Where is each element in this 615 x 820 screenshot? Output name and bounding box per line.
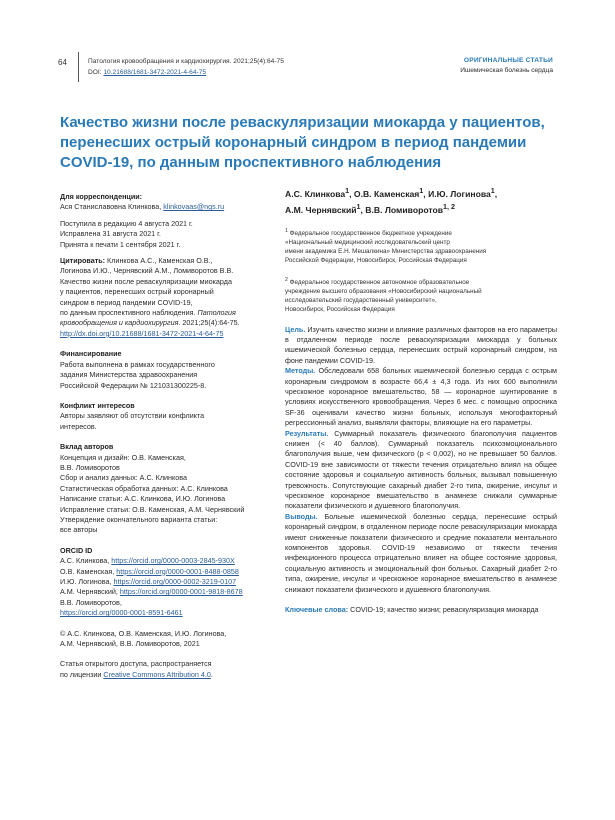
author-name: А.С. Клинкова bbox=[285, 188, 346, 199]
keywords bbox=[285, 605, 557, 615]
orcid-author: О.В. Каменская, bbox=[60, 566, 117, 576]
citation-line bbox=[60, 308, 275, 318]
keywords-text: COVID-19; качество жизни; реваскуляризация миокарда bbox=[348, 605, 539, 615]
affiliation-1-line: «Национальный медицинский исследовательский центр bbox=[285, 239, 450, 247]
author-separator: , bbox=[360, 204, 366, 215]
doi-line bbox=[88, 67, 284, 78]
abstract-column bbox=[285, 185, 557, 616]
citation-line bbox=[60, 318, 275, 328]
funding-line: задания Министерства здравоохранения bbox=[60, 370, 198, 380]
citation-line-1 bbox=[60, 256, 275, 266]
contribution-line: Написание статьи: А.С. Клинкова, И.Ю. Логинова bbox=[60, 494, 226, 504]
license-line: Статья открытого доступа, распространяется bbox=[60, 659, 212, 669]
abstract-results-text: Суммарный показатель физического благополучия пациентов снижен (< 40 баллов). Суммарный показатель психоэмоционального благополучия выше, чем физического (р < 0,002), но не превышает 50 баллов. COVID-19 вне зависимости от тяжести течения отрицательно влиял на общее состояние здоровья и социальную активность больных, вызывал повышенную тревожность. Сопутствующие сахарный диабет 2-го типа, ожирение, инсульт и чрескожное коронарное вмешательство в анамнезе снижали суммарные показатели физического и душевного благополучия. bbox=[285, 428, 557, 511]
orcid-link[interactable]: https://orcid.org/0000-0003-2845-930X bbox=[111, 556, 235, 566]
subsection-label: Ишемическая болезнь сердца bbox=[460, 67, 553, 74]
orcid-entry bbox=[60, 556, 275, 566]
doi-link[interactable]: 10.21688/1681-3472-2021-4-64-75 bbox=[103, 69, 207, 76]
citation-text: Клинкова А.С., Каменская О.В., bbox=[105, 256, 213, 266]
orcid-entry bbox=[60, 577, 275, 587]
affiliation-1-line: Российской Федерации, Новосибирск, Российская Федерация bbox=[285, 257, 467, 265]
authors-line-2 bbox=[285, 201, 557, 217]
copyright-line: А.М. Чернявский, В.В. Ломиворотов, 2021 bbox=[60, 639, 200, 649]
abstract-results-label: Результаты. bbox=[285, 428, 329, 438]
author-separator: , bbox=[349, 188, 354, 199]
citation-line: Качество жизни после реваскуляризации миокарда bbox=[60, 276, 232, 286]
citation-journal: кровообращения и кардиохирургия bbox=[60, 318, 179, 328]
affiliation-number: 1 bbox=[285, 227, 288, 234]
orcid-link[interactable]: https://orcid.org/0000-0001-9818-8678 bbox=[119, 587, 243, 597]
contribution-line: все авторы bbox=[60, 525, 98, 535]
orcid-author: И.Ю. Логинова, bbox=[60, 577, 114, 586]
date-received: Поступила в редакцию 4 августа 2021 г. bbox=[60, 218, 193, 228]
license-line bbox=[60, 670, 275, 680]
abstract-aim bbox=[285, 325, 557, 367]
author-separator: , bbox=[423, 188, 429, 199]
citation-url[interactable]: http://dx.doi.org/10.21688/1681-3472-2021-4-64-75 bbox=[60, 328, 224, 338]
contribution-line: В.В. Ломиворотов bbox=[60, 462, 120, 472]
conflict-line: Авторы заявляют об отсутствии конфликта bbox=[60, 411, 205, 421]
section-header bbox=[460, 56, 553, 76]
conflict-heading: Конфликт интересов bbox=[60, 400, 135, 410]
author-name: В.В. Ломиворотов bbox=[365, 204, 443, 215]
correspondence-email[interactable]: klinkovaas@ngs.ru bbox=[163, 202, 225, 212]
author-affiliation: 1 bbox=[345, 187, 350, 195]
orcid-link[interactable]: https://orcid.org/0000-0001-8488-0858 bbox=[116, 566, 239, 576]
affiliation-text: Федеральное государственное автономное образовательное bbox=[287, 278, 470, 286]
abstract-conclusion bbox=[285, 512, 557, 595]
funding-line: Работа выполнена в рамках государственного bbox=[60, 359, 215, 369]
keywords-label: Ключевые слова: bbox=[285, 605, 349, 615]
citation-heading: Цитировать: bbox=[60, 256, 106, 266]
abstract-methods bbox=[285, 366, 557, 428]
affiliation-2-line: Новосибирск, Российская Федерация bbox=[285, 306, 395, 314]
affiliation-1-line: имени академика Е.Н. Мешалкина» Министерства здравоохранения bbox=[285, 248, 487, 256]
authors-line-1 bbox=[285, 185, 557, 201]
abstract-conclusion-label: Выводы. bbox=[285, 511, 318, 521]
author-affiliation: 1 bbox=[419, 187, 424, 195]
funding-heading: Финансирование bbox=[60, 349, 122, 359]
article-title: Качество жизни после реваскуляризации миокарда у пациентов, перенесших острый коронарный синдром в период пандемии COVID-19, по данным проспективного наблюдения bbox=[60, 114, 545, 171]
orcid-entry bbox=[60, 608, 275, 618]
contribution-line: Сбор и анализ данных: А.С. Клинкова bbox=[60, 473, 187, 483]
conflict-line: интересов. bbox=[60, 421, 97, 431]
citation-line: у пациентов, перенесших острый коронарный bbox=[60, 287, 214, 297]
author-affiliation: 1 bbox=[490, 187, 495, 195]
journal-line: Патология кровообращения и кардиохирургия. 2021;25(4):64-75 bbox=[88, 58, 284, 65]
affiliation-2-line: исследовательский государственный университет», bbox=[285, 297, 437, 305]
abstract-aim-text: Изучить качество жизни и влияние различных факторов на его параметры в отдаленном периоде после реваскуляризации миокарда у больных ишемической болезнью сердца, перенесших острый коронарный синдром, на фоне пандемии COVID-19. bbox=[285, 324, 557, 365]
citation-line: синдром в период пандемии COVID-19, bbox=[60, 297, 193, 307]
license-suffix: . bbox=[210, 669, 213, 679]
abstract-methods-label: Методы. bbox=[285, 366, 316, 376]
orcid-heading: ORCID ID bbox=[60, 545, 93, 555]
contribution-line: Статистическая обработка данных: А.С. Клинкова bbox=[60, 483, 228, 493]
license-link[interactable]: Creative Commons Attribution 4.0 bbox=[103, 669, 211, 679]
author-name: А.М. Чернявский bbox=[285, 204, 357, 215]
author-affiliation: 1, 2 bbox=[443, 202, 455, 211]
date-revised: Исправлена 31 августа 2021 г. bbox=[60, 229, 161, 239]
citation-tail: . 2021;25(4):64-75. bbox=[178, 318, 240, 328]
affiliation-1-line bbox=[285, 227, 557, 238]
journal-header bbox=[88, 56, 284, 78]
citation-line: Логинова И.Ю., Чернявский А.М., Ломиворотов В.В. bbox=[60, 266, 234, 276]
orcid-link[interactable]: https://orcid.org/0000-0001-8591-6461 bbox=[60, 608, 183, 618]
orcid-link[interactable]: https://orcid.org/0000-0002-3219-0107 bbox=[113, 577, 237, 586]
author-affiliation: 1 bbox=[356, 202, 361, 211]
citation-url-line bbox=[60, 329, 275, 339]
author-separator: , bbox=[494, 188, 498, 199]
affiliation-2-line: учреждение высшего образования «Новосибирский национальный bbox=[285, 287, 482, 295]
orcid-author: А.С. Клинкова, bbox=[60, 556, 112, 566]
orcid-entry bbox=[60, 567, 275, 577]
correspondence-name: Ася Станиславовна Клинкова, bbox=[60, 202, 164, 212]
abstract-aim-label: Цель. bbox=[285, 324, 306, 334]
doi-prefix: DOI: bbox=[88, 69, 104, 76]
section-label: ОРИГИНАЛЬНЫЕ СТАТЬИ bbox=[463, 57, 553, 64]
affiliation-number: 2 bbox=[285, 276, 288, 283]
copyright-line: © А.С. Клинкова, О.В. Каменская, И.Ю. Логинова, bbox=[60, 628, 227, 638]
page-number: 64 bbox=[58, 58, 67, 67]
citation-journal: Патология bbox=[197, 308, 236, 318]
header-divider bbox=[78, 52, 79, 82]
orcid-author: А.М. Чернявский, bbox=[60, 587, 120, 597]
date-accepted: Принята к печати 1 сентября 2021 г. bbox=[60, 239, 181, 249]
contribution-line: Исправление статьи: О.В. Каменская, А.М. Чернявский bbox=[60, 504, 245, 514]
abstract-results bbox=[285, 429, 557, 512]
author-name: О.В. Каменская bbox=[353, 188, 420, 199]
abstract-methods-text: Обследовали 658 больных ишемической болезнью сердца с острым коронарным синдромом в возрасте 66,4 ± 4,3 года. Из них 600 выполнили чрескожное коронарное вмешательство, 58 — коронарное шунтирование в условиях искусственного кровообращения. Через 6 мес. с помощью опросника SF-36 оценивали качество жизни больных, используя многофакторный регрессионный анализ, выявляли факторы, влияющие на его параметры. bbox=[285, 366, 557, 428]
correspondence-heading: Для корреспонденции: bbox=[60, 192, 143, 201]
license-prefix: по лицензии bbox=[60, 669, 104, 679]
article-info-column bbox=[60, 192, 275, 680]
contribution-line: Концепция и дизайн: О.В. Каменская, bbox=[60, 452, 186, 462]
affiliation-text: Федеральное государственное бюджетное учреждение bbox=[287, 229, 452, 237]
contribution-heading: Вклад авторов bbox=[60, 442, 114, 452]
correspondence-line bbox=[60, 202, 275, 212]
orcid-entry bbox=[60, 587, 275, 597]
citation-text: по данным проспективного наблюдения. bbox=[60, 308, 198, 318]
author-name: И.Ю. Логинова bbox=[428, 188, 491, 199]
abstract-conclusion-text: Больные ишемической болезнью сердца, перенесшие острый коронарный синдром, в отдаленном периоде после реваскуляризации миокарда имеют сниженные показатели физического и средние показатели ментального компонентов здоровья. COVID-19 независимо от тяжести течения инфекционного процесса отрицательно влияет на общее состояние здоровья, социальную активность и эмоциональный фон больных. Сахарный диабет 2-го типа, ожирение, инсульт и чрескожное коронарное вмешательство в анамнезе снижают показатели физического и душевного благополучия. bbox=[285, 511, 557, 594]
funding-line: Российской Федерации № 121031300225-8. bbox=[60, 380, 207, 390]
contribution-line: Утверждение окончательного варианта статьи: bbox=[60, 514, 218, 524]
affiliation-2-line bbox=[285, 276, 557, 287]
orcid-author: В.В. Ломиворотов, bbox=[60, 597, 122, 607]
